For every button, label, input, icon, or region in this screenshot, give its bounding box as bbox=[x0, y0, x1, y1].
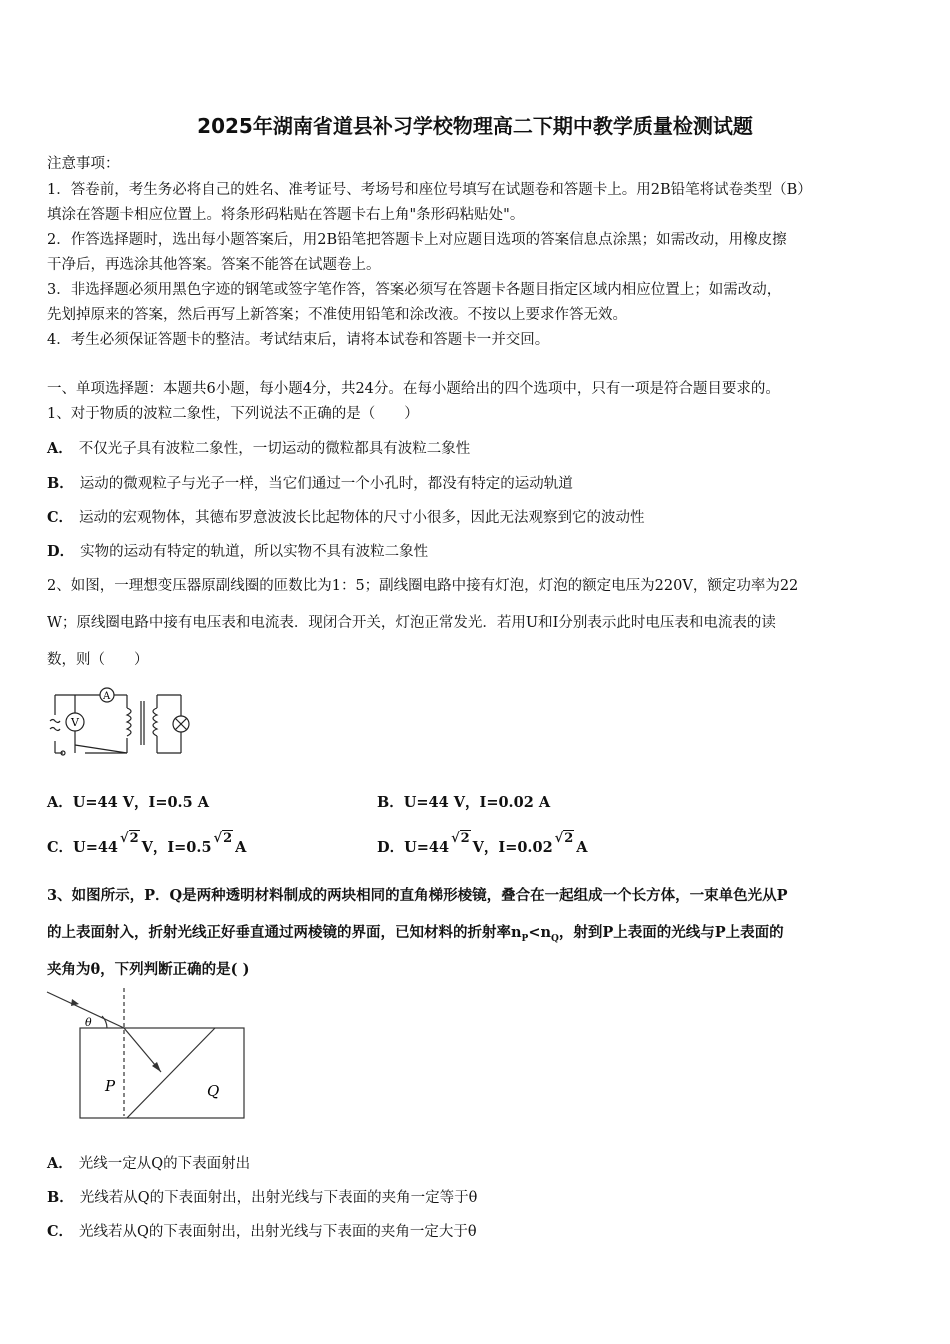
q3-option-b: B． 光线若从Q的下表面射出，出射光线与下表面的夹角一定等于θ bbox=[47, 1189, 478, 1206]
notice-line: 先划掉原来的答案，然后再写上新答案；不准使用铅笔和涂改液。不按以上要求作答无效。 bbox=[47, 307, 627, 323]
q3-option-a: A． 光线一定从Q的下表面射出 bbox=[47, 1155, 251, 1172]
notice-line: 2．作答选择题时，选出每小题答案后，用2B铅笔把答题卡上对应题目选项的答案信息点涂黑；如需改动，用橡皮擦 bbox=[47, 232, 787, 248]
notice-line: 3．非选择题必须用黑色字迹的钢笔或签字笔作答，答案必须写在答题卡各题目指定区域内相应位置上；如需改动， bbox=[47, 282, 782, 298]
sqrt-symbol: √2 bbox=[213, 831, 233, 846]
sqrt-symbol: √2 bbox=[554, 831, 574, 846]
sqrt-symbol: √2 bbox=[120, 831, 139, 846]
notice-line: 4．考生必须保证答题卡的整洁。考试结束后，请将本试卷和答题卡一并交回。 bbox=[47, 332, 550, 348]
q1-option-c: C． 运动的宏观物体，其德布罗意波波长比起物体的尺寸小很多，因此无法观察到它的波动性 bbox=[47, 509, 645, 526]
q1-option-a: A． 不仅光子具有波粒二象性，一切运动的微粒都具有波粒二象性 bbox=[47, 440, 471, 457]
q2-stem-line: 2、如图，一理想变压器原副线圈的匝数比为1：5；副线圈电路中接有灯泡，灯泡的额定电压为220V，额定功率为22 bbox=[47, 578, 799, 594]
voltmeter-label: V bbox=[71, 716, 79, 729]
q2-option-b: B．U=44 V，I=0.02 A bbox=[377, 794, 551, 811]
prism-q-label: Q bbox=[207, 1082, 220, 1100]
q3-stem-line: 的上表面射入，折射光线正好垂直通过两棱镜的界面，已知材料的折射率$n_P<n_Q$，射到P上表面的光线与P上表面的 bbox=[47, 924, 784, 944]
notice-heading: 注意事项： bbox=[47, 156, 120, 172]
page-title: 2025年湖南省道县补习学校物理高二下期中教学质量检测试题 bbox=[197, 114, 753, 138]
section-heading: 一、单项选择题：本题共6小题，每小题4分，共24分。在每小题给出的四个选项中，只有一项是符合题目要求的。 bbox=[47, 381, 780, 397]
q1-option-d: D． 实物的运动有特定的轨道，所以实物不具有波粒二象性 bbox=[47, 543, 429, 560]
q3-stem-line: 夹角为θ，下列判断正确的是( ) bbox=[47, 961, 250, 978]
transformer-circuit-diagram bbox=[45, 683, 190, 763]
notice-line: 填涂在答题卡相应位置上。将条形码粘贴在答题卡右上角"条形码粘贴处"。 bbox=[47, 207, 525, 223]
notice-line: 1．答卷前，考生务必将自己的姓名、准考证号、考场号和座位号填写在试题卷和答题卡上。用2B铅笔将试卷类型（B） bbox=[47, 182, 812, 198]
theta-label: θ bbox=[85, 1016, 92, 1029]
q3-option-c: C． 光线若从Q的下表面射出，出射光线与下表面的夹角一定大于θ bbox=[47, 1223, 477, 1240]
ammeter-label: A bbox=[103, 691, 111, 702]
q3-stem-line: 3、如图所示，P．Q是两种透明材料制成的两块相同的直角梯形棱镜，叠合在一起组成一个长方体，一束单色光从P bbox=[47, 887, 788, 904]
sqrt-symbol: √2 bbox=[451, 831, 470, 846]
prism-p-label: P bbox=[105, 1077, 116, 1095]
q1-stem: 1、对于物质的波粒二象性，下列说法不正确的是（ ） bbox=[47, 406, 419, 422]
q2-option-d: D．U=44√2V，I=0.02√2A bbox=[377, 831, 588, 856]
q1-option-b: B． 运动的微观粒子与光子一样，当它们通过一个小孔时，都没有特定的运动轨道 bbox=[47, 475, 573, 492]
prism-diagram bbox=[45, 986, 250, 1131]
q2-stem-line: 数，则（ ） bbox=[47, 652, 149, 668]
q2-option-c: C．U=44√2V，I=0.5√2A bbox=[47, 831, 247, 856]
q2-stem-line: W；原线圈电路中接有电压表和电流表．现闭合开关，灯泡正常发光．若用U和I分别表示此时电压表和电流表的读 bbox=[47, 615, 776, 631]
q2-option-a: A．U=44 V，I=0.5 A bbox=[47, 794, 209, 811]
notice-line: 干净后，再选涂其他答案。答案不能答在试题卷上。 bbox=[47, 257, 381, 273]
